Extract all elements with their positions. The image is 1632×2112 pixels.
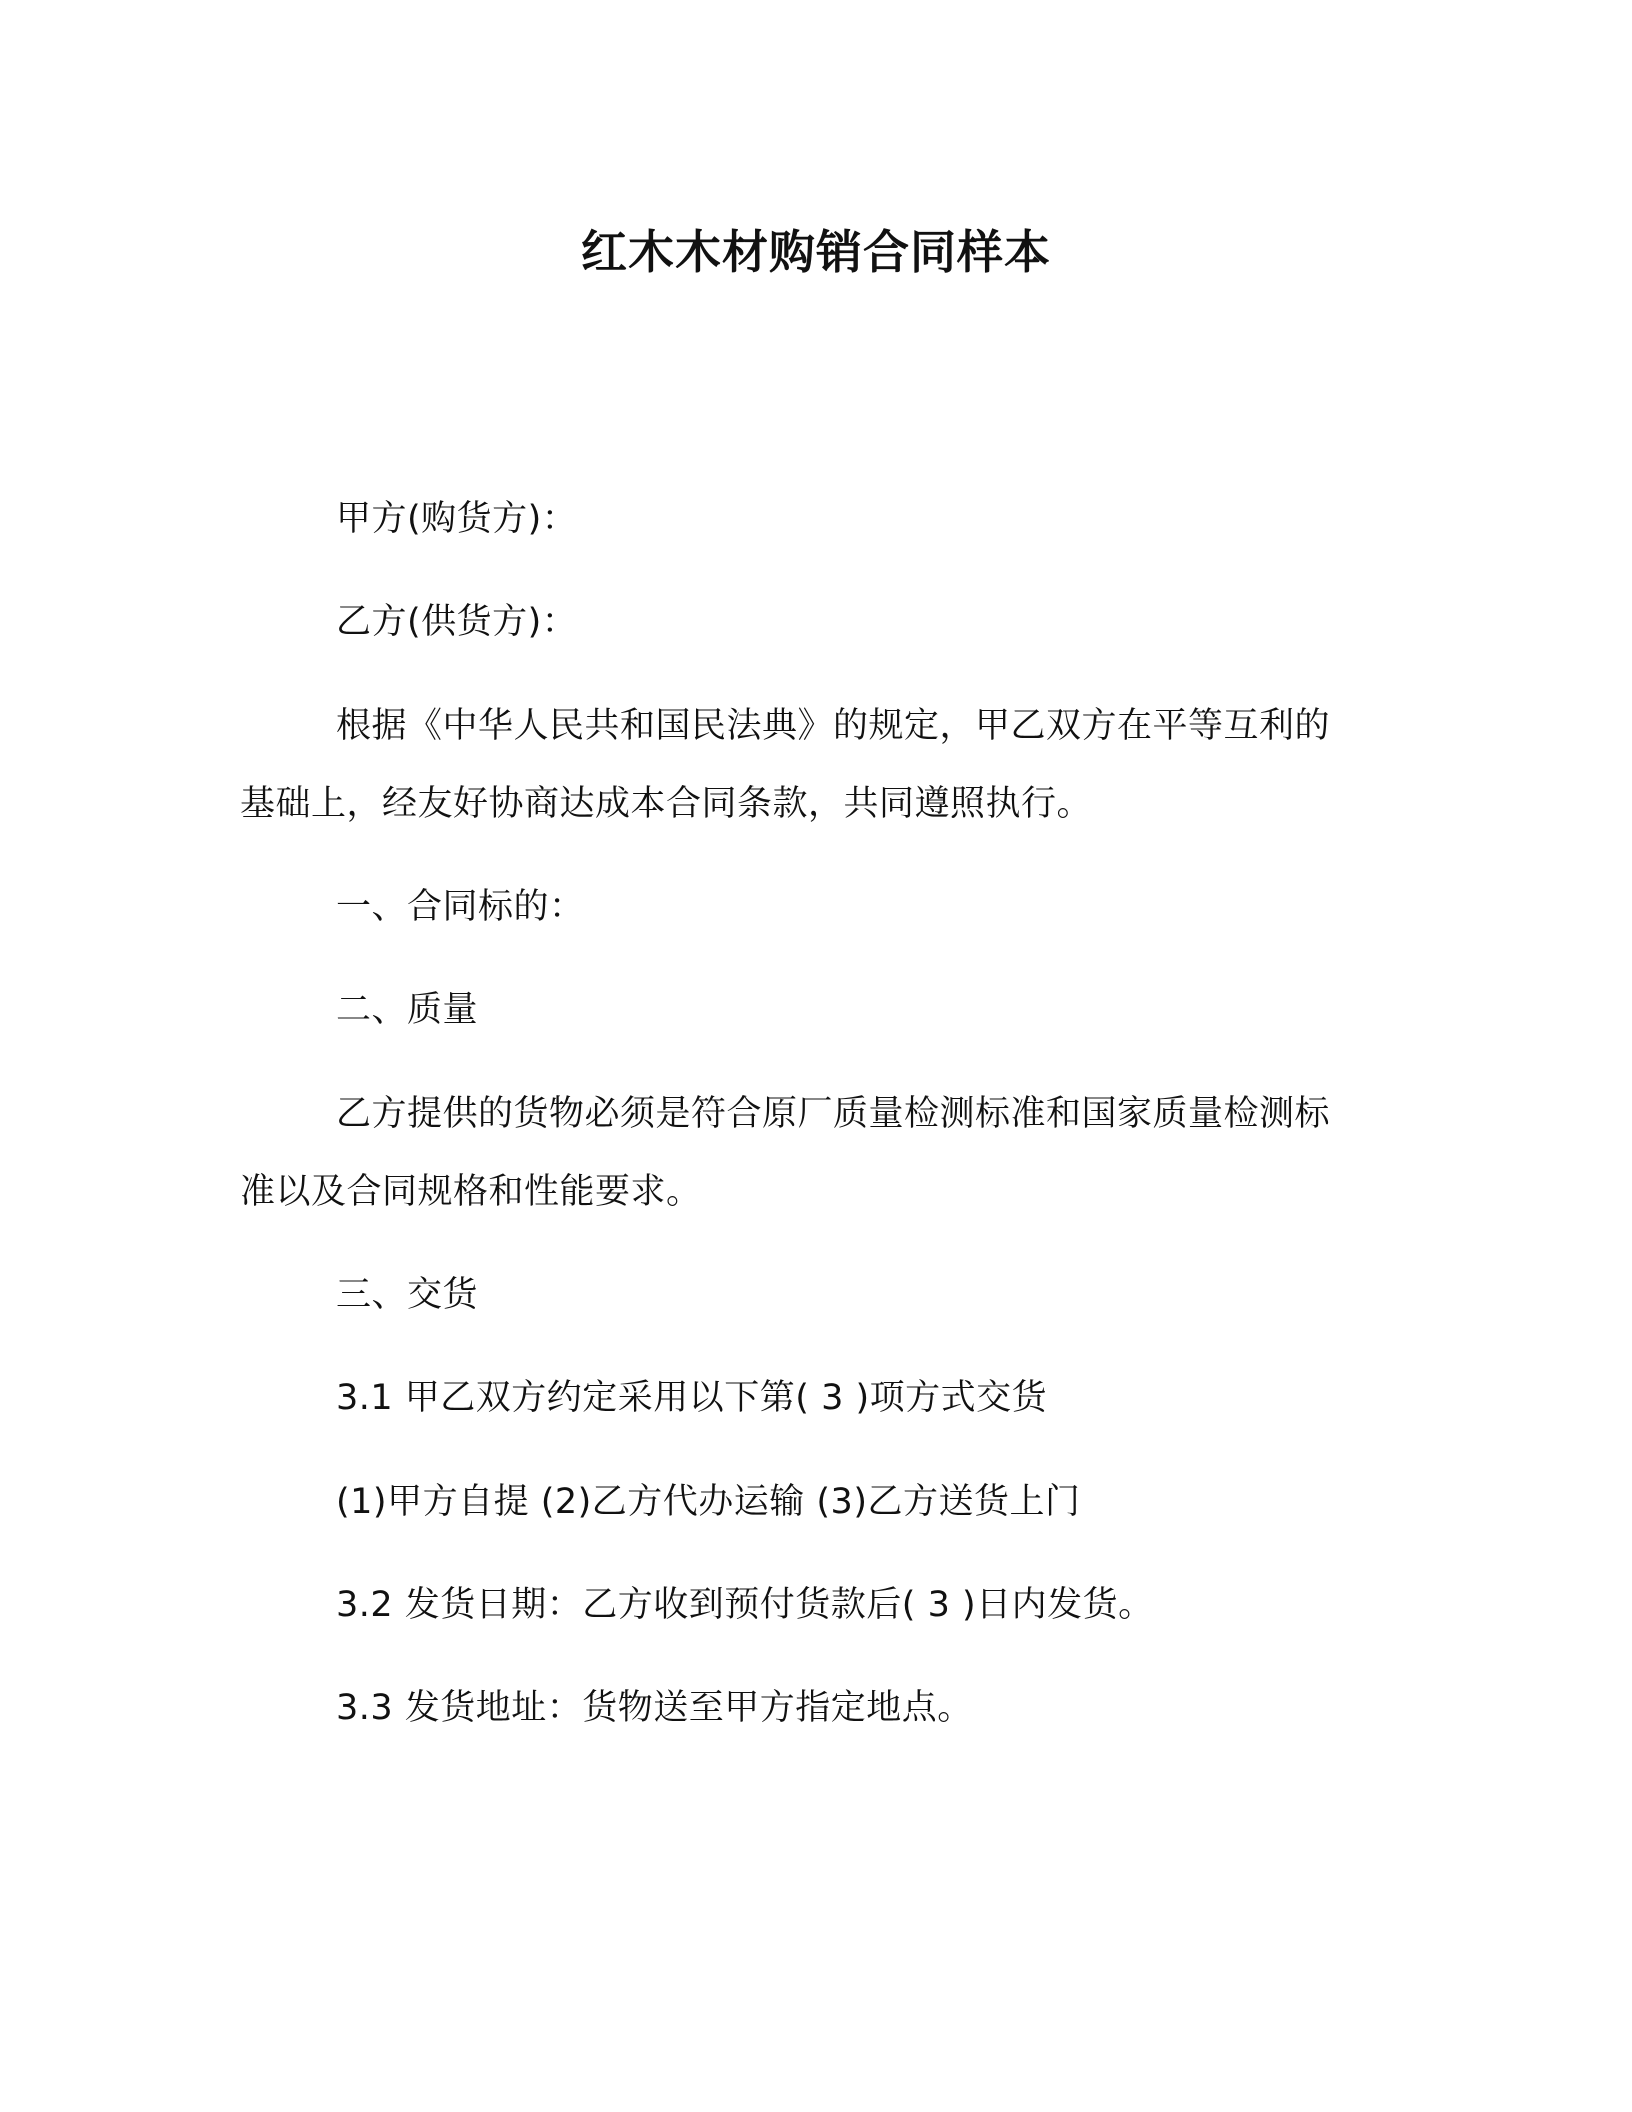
party-a-label: 甲方(购货方)： [336,499,578,539]
section-2-body-line-2: 准以及合同规格和性能要求。 [240,1172,702,1212]
clause-3-1: 3.1 甲乙双方约定采用以下第( 3 )项方式交货 [336,1378,1048,1418]
section-2-heading: 二、质量 [336,990,479,1030]
party-b-label: 乙方(供货方)： [336,602,578,642]
clause-3-3: 3.3 发货地址：货物送至甲方指定地点。 [336,1688,973,1728]
document-title: 红木木材购销合同样本 [581,225,1051,279]
clause-3-2: 3.2 发货日期：乙方收到预付货款后( 3 )日内发货。 [336,1585,1154,1625]
preamble-line-1: 根据《中华人民共和国民法典》的规定，甲乙双方在平等互利的 [336,706,1331,746]
preamble-line-2: 基础上，经友好协商达成本合同条款，共同遵照执行。 [240,784,1093,824]
section-2-body-line-1: 乙方提供的货物必须是符合原厂质量检测标准和国家质量检测标 [336,1094,1331,1134]
section-1-heading: 一、合同标的： [336,887,585,927]
section-3-heading: 三、交货 [336,1275,479,1315]
clause-3-1-options: (1)甲方自提 (2)乙方代办运输 (3)乙方送货上门 [336,1482,1081,1522]
